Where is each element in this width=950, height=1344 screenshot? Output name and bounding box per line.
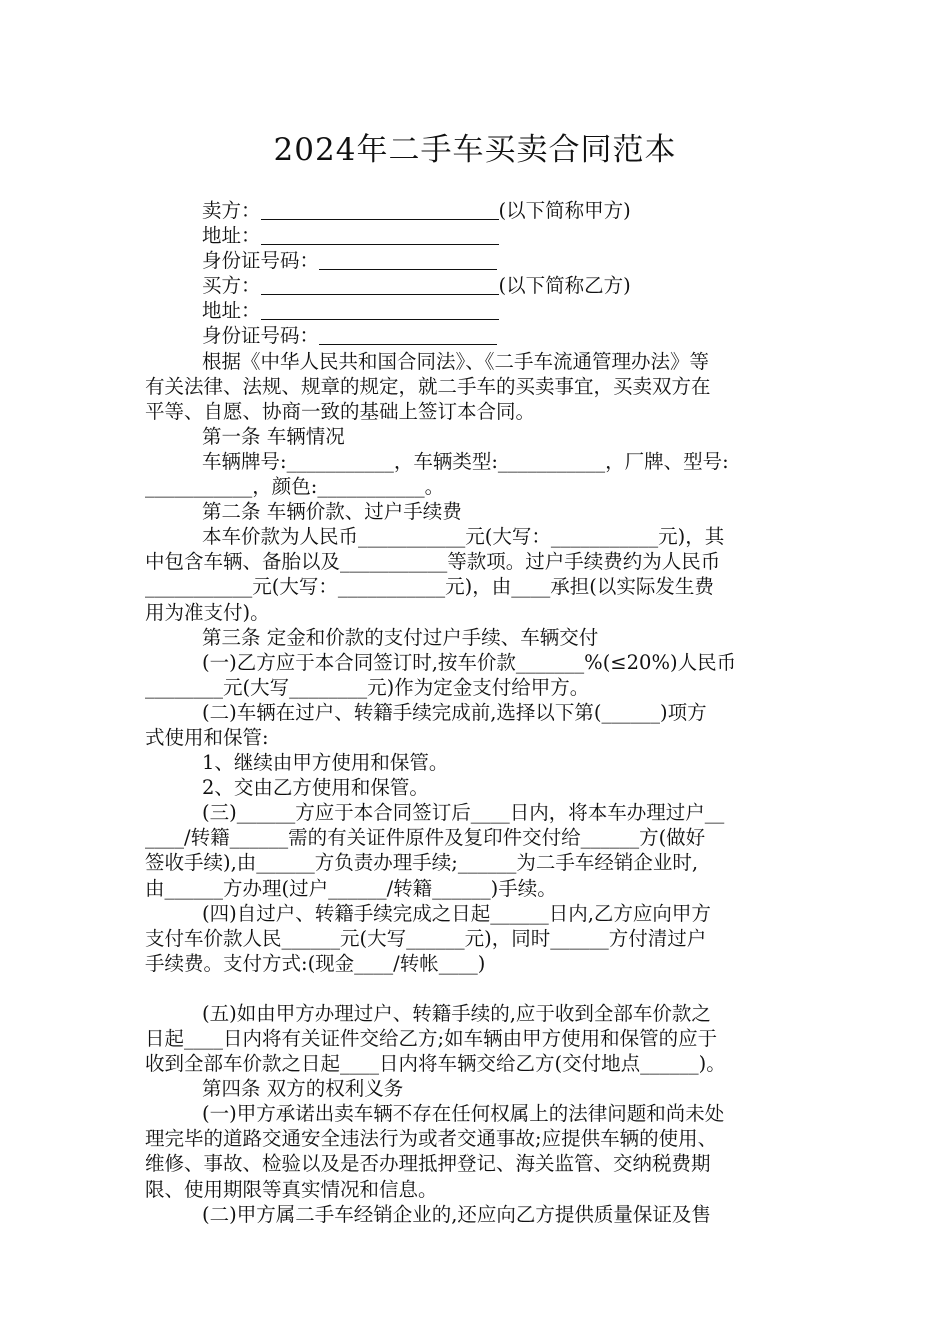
article-3-line: (三)______方应于本合同签订后____日内，将本车办理过户__: [202, 801, 725, 825]
document-title: 2024年二手车买卖合同范本: [273, 132, 677, 168]
article-4-line: (二)甲方属二手车经销企业的,还应向乙方提供质量保证及售: [202, 1202, 711, 1226]
seller-label: 卖方：: [202, 199, 261, 222]
article-1-line: ___________，颜色:___________。: [145, 475, 445, 499]
article-3-line: 手续费。支付方式:(现金____/转帐____): [145, 951, 486, 975]
preamble-line: 有关法律、法规、规章的规定，就二手车的买卖事宜，买卖双方在: [145, 374, 711, 398]
article-2-heading: 第二条 车辆价款、过户手续费: [202, 500, 462, 524]
buyer-address-label: 地址：: [202, 299, 261, 323]
article-3-line: ____/转籍______需的有关证件原件及复印件交付给______方(做好: [145, 826, 706, 850]
document-body: [145, 198, 813, 1227]
seller-id-line: [145, 248, 813, 273]
article-3-line: 日起____日内将有关证件交给乙方;如车辆由甲方使用和保管的应于: [145, 1027, 718, 1050]
seller-line: [145, 198, 813, 223]
article-3-line: 2、交由乙方使用和保管。: [202, 776, 429, 800]
buyer-blank: [261, 277, 499, 295]
buyer-suffix: (以下简称乙方): [498, 274, 631, 298]
article-2-line: ___________元(大写：___________元)，由____承担(以实际发生费: [145, 575, 714, 599]
article-4-line: 理完毕的道路交通安全违法行为或者交通事故;应提供车辆的使用、: [145, 1127, 718, 1151]
article-3-line: 式使用和保管:: [145, 725, 269, 749]
buyer-id-label: 身份证号码：: [202, 324, 320, 348]
article-3-heading: 第三条 定金和价款的支付过户手续、车辆交付: [202, 625, 599, 649]
article-3-line: 签收手续),由______方负责办理手续;______为二手车经销企业时,: [145, 851, 699, 875]
seller-id-blank: [319, 252, 497, 270]
article-3-line: (四)自过户、转籍手续完成之日起______日内,乙方应向甲方: [202, 901, 711, 925]
preamble-line: 平等、自愿、协商一致的基础上签订本合同。: [145, 399, 536, 423]
seller-address-label: 地址：: [202, 224, 261, 248]
article-3-line: 由______方办理(过户______/转籍______)手续。: [145, 876, 557, 900]
preamble-line: 根据《中华人民共和国合同法》、《二手车流通管理办法》等: [202, 349, 710, 373]
article-1-line: 车辆牌号:___________，车辆类型:___________，厂牌、型号:: [202, 449, 729, 473]
article-3-line: (一)乙方应于本合同签订时,按车价款_______%(≤20%)人民币: [202, 650, 737, 674]
article-4-line: 维修、事故、检验以及是否办理抵押登记、海关监管、交纳税费期: [145, 1152, 711, 1176]
article-2-line: 本车价款为人民币___________元(大写：___________元)，其: [202, 525, 725, 549]
article-3-line: 收到全部车价款之日起____日内将车辆交给乙方(交付地点______)。: [145, 1052, 726, 1076]
seller-id-label: 身份证号码：: [202, 249, 320, 273]
seller-address-blank: [261, 227, 499, 245]
article-3-line: 支付车价款人民______元(大写______元)，同时______方付清过户: [145, 926, 707, 950]
article-4-heading: 第四条 双方的权利义务: [202, 1077, 404, 1101]
seller-address-line: [145, 223, 813, 248]
article-2-line: 中包含车辆、备胎以及___________等款项。过户手续费约为人民币: [145, 550, 721, 574]
buyer-address-blank: [261, 302, 499, 320]
article-3-line: (五)如由甲方办理过户、转籍手续的,应于收到全部车价款之: [202, 1001, 711, 1025]
buyer-id-blank: [319, 327, 497, 345]
article-3-line: (二)车辆在过户、转籍手续完成前,选择以下第(______)项方: [202, 700, 707, 724]
article-3-line: 1、继续由甲方使用和保管。: [202, 751, 449, 775]
buyer-id-line: [145, 323, 813, 348]
buyer-address-line: [145, 298, 813, 323]
seller-suffix: (以下简称甲方): [498, 199, 631, 222]
seller-blank: [261, 202, 499, 220]
buyer-label: 买方：: [202, 274, 261, 298]
buyer-line: [145, 273, 813, 298]
article-1-heading: 第一条 车辆情况: [202, 424, 345, 448]
article-2-line: 用为准支付)。: [145, 600, 270, 624]
article-3-line: ________元(大写________元)作为定金支付给甲方。: [145, 675, 590, 699]
paragraph-gap: [145, 976, 813, 1001]
article-4-line: 限、使用期限等真实情况和信息。: [145, 1177, 438, 1201]
article-4-line: (一)甲方承诺出卖车辆不存在任何权属上的法律问题和尚未处: [202, 1102, 725, 1126]
